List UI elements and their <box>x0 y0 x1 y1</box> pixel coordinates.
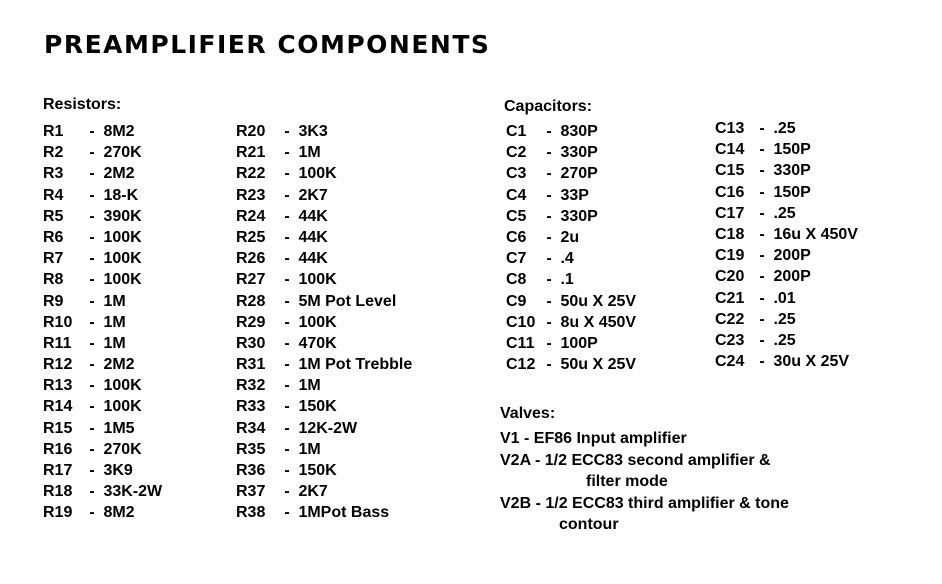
capacitor-ref: C24 <box>715 353 745 371</box>
dash-separator: - <box>284 186 290 204</box>
capacitor-value: 150P <box>773 183 811 201</box>
capacitor-value: .4 <box>560 250 574 268</box>
dash-separator: - <box>546 250 552 268</box>
resistor-value: 100K <box>298 165 337 183</box>
resistor-row <box>43 248 162 269</box>
capacitor-row <box>506 269 636 290</box>
capacitor-ref: C22 <box>715 310 745 328</box>
capacitor-value: .25 <box>773 204 796 222</box>
resistor-value: 150K <box>298 398 337 416</box>
capacitor-value: 30u X 25V <box>773 353 850 371</box>
resistor-ref: R5 <box>43 207 64 225</box>
capacitor-row <box>715 266 858 287</box>
resistor-value: 1M <box>103 334 126 352</box>
capacitor-row <box>715 288 858 309</box>
dash-separator: - <box>759 141 765 159</box>
resistor-row <box>43 185 162 206</box>
dash-separator: - <box>284 144 290 162</box>
resistor-row <box>43 460 162 481</box>
dash-separator: - <box>759 183 765 201</box>
capacitor-row <box>715 351 858 372</box>
resistor-row <box>43 291 162 312</box>
dash-separator: - <box>284 398 290 416</box>
resistor-ref: R1 <box>43 123 64 140</box>
resistor-value: 100K <box>103 398 142 416</box>
dash-separator: - <box>546 165 552 183</box>
resistor-row <box>236 396 412 417</box>
valve-line: V2A - 1/2 ECC83 second amplifier & <box>500 451 771 469</box>
resistor-ref: R3 <box>43 165 64 183</box>
resistor-row <box>236 206 412 227</box>
valve-line-continuation: contour <box>559 516 619 533</box>
dash-separator: - <box>546 123 552 140</box>
capacitor-ref: C20 <box>715 268 745 286</box>
dash-separator: - <box>89 483 95 501</box>
capacitor-ref: C12 <box>506 356 536 374</box>
capacitor-ref: C21 <box>715 289 745 307</box>
dash-separator: - <box>89 271 95 289</box>
capacitor-row <box>506 312 636 333</box>
dash-separator: - <box>759 289 765 307</box>
dash-separator: - <box>284 483 290 501</box>
capacitor-row <box>715 203 858 224</box>
capacitor-value: .25 <box>773 331 796 349</box>
resistor-row <box>43 269 162 290</box>
capacitor-value: 50u X 25V <box>560 292 637 310</box>
resistor-row <box>43 333 162 354</box>
dash-separator: - <box>284 165 290 183</box>
resistor-list-column-2 <box>236 121 412 524</box>
resistor-value: 12K-2W <box>298 419 358 437</box>
capacitor-row <box>715 330 858 351</box>
capacitor-row <box>715 118 858 139</box>
resistor-value: 100K <box>103 377 142 395</box>
resistors-heading: Resistors: <box>43 96 122 113</box>
capacitors-heading: Capacitors: <box>504 98 593 115</box>
capacitor-list-column-2 <box>715 118 858 372</box>
resistor-row <box>43 418 162 439</box>
dash-separator: - <box>759 268 765 286</box>
dash-separator: - <box>759 331 765 349</box>
dash-separator: - <box>89 398 95 416</box>
capacitor-ref: C11 <box>506 334 535 352</box>
resistor-value: 18-K <box>103 186 139 204</box>
resistor-row <box>236 227 412 248</box>
dash-separator: - <box>284 313 290 331</box>
dash-separator: - <box>89 228 95 246</box>
resistor-value: 1MPot Bass <box>298 504 390 522</box>
resistor-row <box>43 121 162 142</box>
resistor-value: 8M2 <box>103 123 135 140</box>
resistor-row <box>236 354 412 375</box>
capacitor-value: 200P <box>773 268 811 286</box>
dash-separator: - <box>284 356 290 374</box>
resistor-value: 1M <box>103 313 126 331</box>
dash-separator: - <box>284 123 290 140</box>
resistor-value: 2M2 <box>103 165 135 183</box>
dash-separator: - <box>284 504 290 522</box>
resistor-ref: R35 <box>236 440 266 458</box>
capacitor-row <box>715 309 858 330</box>
resistor-ref: R26 <box>236 250 266 268</box>
dash-separator: - <box>546 334 552 352</box>
dash-separator: - <box>89 356 95 374</box>
resistor-ref: R37 <box>236 483 266 501</box>
resistor-row <box>236 185 412 206</box>
dash-separator: - <box>284 377 290 395</box>
capacitor-ref: C17 <box>715 204 745 222</box>
valve-line: V2B - 1/2 ECC83 third amplifier & tone <box>500 494 789 512</box>
capacitor-value: .25 <box>773 120 796 137</box>
resistor-ref: R38 <box>236 504 266 522</box>
resistor-value: 1M <box>298 144 321 162</box>
capacitor-ref: C2 <box>506 144 527 162</box>
resistor-ref: R33 <box>236 398 266 416</box>
resistor-row <box>43 375 162 396</box>
resistor-row <box>236 502 412 523</box>
capacitor-value: 33P <box>560 186 589 204</box>
resistor-row <box>43 206 162 227</box>
resistor-ref: R13 <box>43 377 73 395</box>
resistor-ref: R24 <box>236 207 266 225</box>
dash-separator: - <box>89 292 95 310</box>
dash-separator: - <box>284 250 290 268</box>
capacitor-value: 330P <box>560 144 598 162</box>
dash-separator: - <box>89 250 95 268</box>
capacitor-value: .1 <box>560 271 574 289</box>
dash-separator: - <box>546 144 552 162</box>
resistor-value: 100K <box>298 271 337 289</box>
capacitor-value: .25 <box>773 310 796 328</box>
resistor-value: 1M <box>103 292 126 310</box>
capacitor-row <box>506 206 636 227</box>
capacitor-row <box>506 121 636 142</box>
resistor-ref: R2 <box>43 144 64 162</box>
resistor-ref: R32 <box>236 377 266 395</box>
resistor-row <box>43 439 162 460</box>
resistor-value: 150K <box>298 462 337 479</box>
resistor-value: 100K <box>103 228 142 246</box>
dash-separator: - <box>546 313 552 331</box>
dash-separator: - <box>759 310 765 328</box>
capacitor-row <box>715 160 858 181</box>
capacitor-row <box>715 139 858 160</box>
resistor-value: 33K-2W <box>103 483 163 501</box>
capacitor-value: 8u X 450V <box>560 313 637 331</box>
resistor-value: 270K <box>103 440 142 458</box>
capacitor-ref: C9 <box>506 292 527 310</box>
dash-separator: - <box>284 292 290 310</box>
resistor-value: 2K7 <box>298 186 328 204</box>
dash-separator: - <box>759 162 765 180</box>
dash-separator: - <box>89 165 95 183</box>
resistor-ref: R15 <box>43 419 73 437</box>
dash-separator: - <box>284 419 290 437</box>
resistor-ref: R6 <box>43 228 64 246</box>
resistor-value: 270K <box>103 144 142 162</box>
resistor-list-column-1 <box>43 121 162 524</box>
resistor-row <box>43 227 162 248</box>
resistor-ref: R23 <box>236 186 266 204</box>
capacitor-value: 200P <box>773 247 811 265</box>
resistor-ref: R4 <box>43 186 64 204</box>
resistor-row <box>236 418 412 439</box>
dash-separator: - <box>89 504 95 522</box>
dash-separator: - <box>89 462 95 479</box>
capacitor-value: 2u <box>560 228 580 246</box>
valves-heading: Valves: <box>500 405 556 422</box>
capacitor-list-column-1 <box>506 121 636 375</box>
dash-separator: - <box>89 334 95 352</box>
resistor-ref: R18 <box>43 483 73 501</box>
resistor-row <box>236 460 412 481</box>
resistor-ref: R34 <box>236 419 266 437</box>
dash-separator: - <box>89 207 95 225</box>
dash-separator: - <box>546 271 552 289</box>
capacitor-ref: C5 <box>506 207 527 225</box>
dash-separator: - <box>546 186 552 204</box>
capacitor-row <box>715 182 858 203</box>
resistor-ref: R22 <box>236 165 266 183</box>
capacitor-row <box>506 354 636 375</box>
resistor-value: 2K7 <box>298 483 328 501</box>
resistor-row <box>236 121 412 142</box>
capacitor-ref: C23 <box>715 331 745 349</box>
capacitor-ref: C13 <box>715 120 745 137</box>
resistor-ref: R21 <box>236 144 266 162</box>
capacitor-value: .01 <box>773 289 796 307</box>
resistor-value: 1M5 <box>103 419 135 437</box>
capacitor-row <box>506 142 636 163</box>
capacitor-row <box>715 224 858 245</box>
capacitor-ref: C7 <box>506 250 527 268</box>
dash-separator: - <box>284 334 290 352</box>
capacitor-ref: C3 <box>506 165 527 183</box>
resistor-row <box>236 375 412 396</box>
capacitor-value: 100P <box>560 334 598 352</box>
dash-separator: - <box>284 440 290 458</box>
dash-separator: - <box>89 377 95 395</box>
capacitor-ref: C1 <box>506 123 527 140</box>
resistor-value: 390K <box>103 207 142 225</box>
resistor-value: 1M <box>298 377 321 395</box>
capacitor-row <box>506 333 636 354</box>
page-title: PREAMPLIFIER COMPONENTS <box>44 30 491 59</box>
dash-separator: - <box>284 228 290 246</box>
resistor-value: 44K <box>298 207 328 225</box>
dash-separator: - <box>546 228 552 246</box>
resistor-row <box>236 333 412 354</box>
capacitor-row <box>506 248 636 269</box>
capacitor-value: 830P <box>560 123 598 140</box>
resistor-value: 100K <box>103 250 142 268</box>
dash-separator: - <box>546 356 552 374</box>
resistor-ref: R8 <box>43 271 64 289</box>
dash-separator: - <box>284 462 290 479</box>
resistor-row <box>236 163 412 184</box>
capacitor-ref: C6 <box>506 228 527 246</box>
valve-line: V1 - EF86 Input amplifier <box>500 430 687 447</box>
capacitor-row <box>506 291 636 312</box>
dash-separator: - <box>89 440 95 458</box>
resistor-value: 3K9 <box>103 462 133 479</box>
dash-separator: - <box>759 247 765 265</box>
capacitor-value: 330P <box>773 162 811 180</box>
capacitor-value: 330P <box>560 207 598 225</box>
resistor-value: 8M2 <box>103 504 135 522</box>
resistor-ref: R12 <box>43 356 73 374</box>
resistor-row <box>43 312 162 333</box>
valve-item <box>500 428 789 450</box>
resistor-row <box>43 502 162 523</box>
resistor-row <box>236 269 412 290</box>
capacitor-ref: C8 <box>506 271 527 289</box>
resistor-value: 5M Pot Level <box>298 292 397 310</box>
dash-separator: - <box>546 207 552 225</box>
resistor-value: 44K <box>298 228 328 246</box>
resistor-ref: R36 <box>236 462 266 479</box>
dash-separator: - <box>89 186 95 204</box>
resistor-ref: R11 <box>43 334 72 352</box>
dash-separator: - <box>759 225 765 243</box>
resistor-ref: R25 <box>236 228 266 246</box>
capacitor-ref: C18 <box>715 225 745 243</box>
resistor-row <box>43 142 162 163</box>
capacitor-row <box>506 227 636 248</box>
resistor-ref: R17 <box>43 462 73 479</box>
resistor-row <box>236 291 412 312</box>
capacitor-value: 270P <box>560 165 598 183</box>
valve-line-continuation: filter mode <box>586 473 668 490</box>
resistor-ref: R31 <box>236 356 266 374</box>
valve-list <box>500 428 789 536</box>
resistor-ref: R30 <box>236 334 266 352</box>
resistor-ref: R20 <box>236 123 266 140</box>
valve-item <box>500 450 789 493</box>
resistor-ref: R19 <box>43 504 73 522</box>
capacitor-ref: C4 <box>506 186 527 204</box>
resistor-ref: R14 <box>43 398 73 416</box>
capacitor-row <box>506 163 636 184</box>
resistor-value: 3K3 <box>298 123 328 140</box>
dash-separator: - <box>759 353 765 371</box>
resistor-value: 1M <box>298 440 321 458</box>
resistor-ref: R7 <box>43 250 64 268</box>
capacitor-ref: C10 <box>506 313 536 331</box>
resistor-value: 2M2 <box>103 356 135 374</box>
dash-separator: - <box>759 120 765 137</box>
resistor-value: 100K <box>298 313 337 331</box>
dash-separator: - <box>89 313 95 331</box>
resistor-value: 44K <box>298 250 328 268</box>
capacitor-ref: C19 <box>715 247 745 265</box>
resistor-row <box>236 481 412 502</box>
resistor-value: 470K <box>298 334 337 352</box>
resistor-row <box>43 354 162 375</box>
resistor-ref: R28 <box>236 292 266 310</box>
capacitor-value: 16u X 450V <box>773 225 858 243</box>
resistor-ref: R29 <box>236 313 266 331</box>
dash-separator: - <box>89 144 95 162</box>
capacitor-ref: C15 <box>715 162 745 180</box>
resistor-row <box>236 248 412 269</box>
capacitor-value: 50u X 25V <box>560 356 637 374</box>
capacitor-ref: C14 <box>715 141 745 159</box>
dash-separator: - <box>284 207 290 225</box>
capacitor-value: 150P <box>773 141 811 159</box>
resistor-ref: R10 <box>43 313 73 331</box>
dash-separator: - <box>89 123 95 140</box>
resistor-ref: R16 <box>43 440 73 458</box>
resistor-row <box>236 142 412 163</box>
resistor-ref: R9 <box>43 292 64 310</box>
resistor-row <box>236 439 412 460</box>
dash-separator: - <box>759 204 765 222</box>
capacitor-row <box>715 245 858 266</box>
dash-separator: - <box>546 292 552 310</box>
capacitor-ref: C16 <box>715 183 745 201</box>
resistor-row <box>43 163 162 184</box>
valve-item <box>500 493 789 536</box>
resistor-value: 1M Pot Trebble <box>298 356 413 374</box>
resistor-ref: R27 <box>236 271 266 289</box>
resistor-row <box>43 481 162 502</box>
resistor-row <box>43 396 162 417</box>
resistor-row <box>236 312 412 333</box>
capacitor-row <box>506 185 636 206</box>
resistor-value: 100K <box>103 271 142 289</box>
dash-separator: - <box>89 419 95 437</box>
dash-separator: - <box>284 271 290 289</box>
